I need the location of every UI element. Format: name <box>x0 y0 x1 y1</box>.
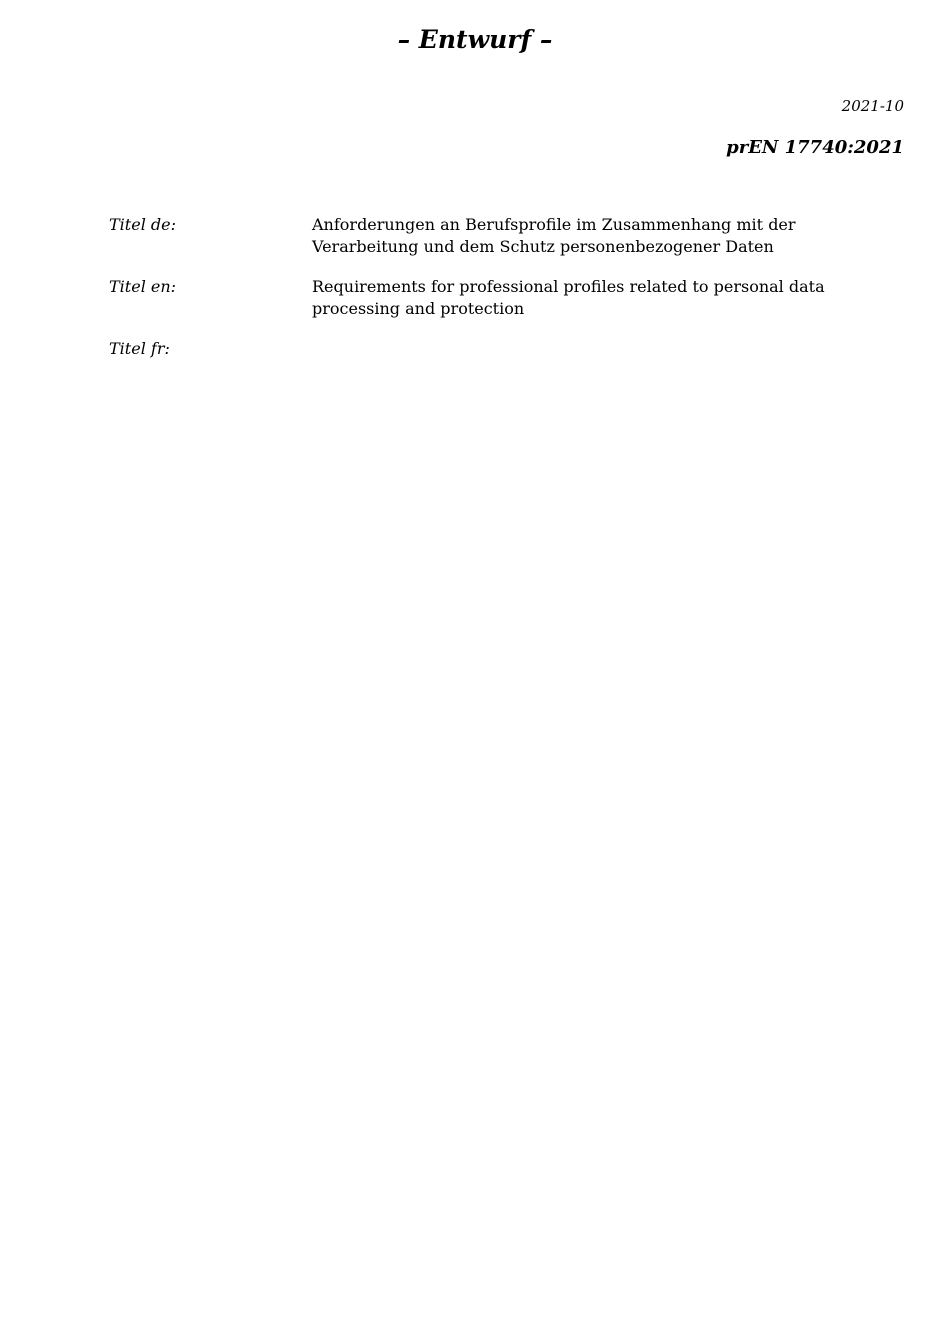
title-table <box>109 214 904 378</box>
title-label-en: Titel en: <box>109 277 177 296</box>
title-row-fr <box>109 338 904 360</box>
title-row-en <box>109 276 904 320</box>
draft-heading: – Entwurf – <box>397 25 553 54</box>
document-number: prEN 17740:2021 <box>726 137 904 158</box>
title-value-fr <box>312 338 904 360</box>
title-value-en: Requirements for professional profiles related to personal data processing and protection <box>312 277 825 318</box>
title-label-fr: Titel fr: <box>109 339 170 358</box>
document-date: 2021-10 <box>841 97 904 115</box>
title-value-de: Anforderungen an Berufsprofile im Zusammenhang mit der Verarbeitung und dem Schutz personenbezogener Daten <box>312 215 796 256</box>
title-label-de: Titel de: <box>109 215 176 234</box>
title-row-de <box>109 214 904 258</box>
